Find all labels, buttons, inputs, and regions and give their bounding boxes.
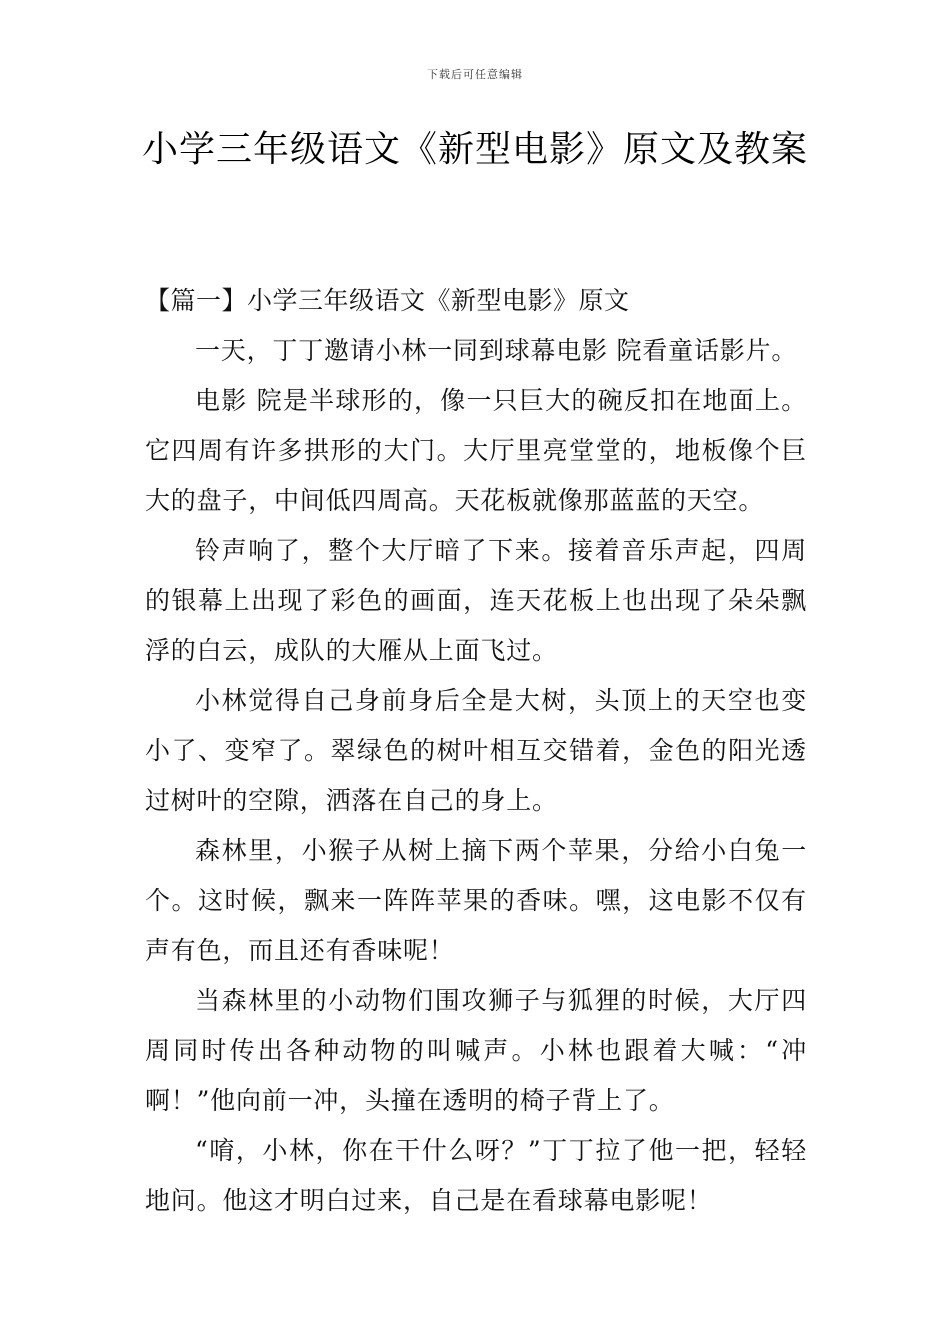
paragraph-7: “唷，小林，你在干什么呀？”丁丁拉了他一把，轻轻地问。他这才明白过来，自己是在看球幕电影呢！ (145, 1136, 807, 1215)
document-title: 小学三年级语文《新型电影》原文及教案 (141, 129, 808, 170)
paragraph-1: 一天，丁丁邀请小林一同到球幕电影 院看童话影片。 (195, 336, 798, 365)
paragraph-4: 小林觉得自己身前身后全是大树，头顶上的天空也变小了、变窄了。翠绿色的树叶相互交错着，金色的阳光透过树叶的空隙，洒落在自己的身上。 (145, 686, 807, 815)
document-body (145, 276, 807, 1226)
header-note: 下载后可任意编辑 (427, 68, 523, 81)
paragraph-3: 铃声响了，整个大厅暗了下来。接着音乐声起，四周的银幕上出现了彩色的画面，连天花板上也出现了朵朵飘浮的白云，成队的大雁从上面飞过。 (145, 536, 807, 665)
paragraph-5: 森林里，小猴子从树上摘下两个苹果，分给小白兔一个。这时候，飘来一阵阵苹果的香味。嘿，这电影不仅有声有色，而且还有香味呢！ (145, 836, 807, 965)
section-heading: 【篇一】小学三年级语文《新型电影》原文 (145, 286, 630, 315)
paragraph-6: 当森林里的小动物们围攻狮子与狐狸的时候，大厅四周同时传出各种动物的叫喊声。小林也跟着大喊：“冲啊！”他向前一冲，头撞在透明的椅子背上了。 (145, 986, 807, 1115)
paragraph-2: 电影 院是半球形的，像一只巨大的碗反扣在地面上。它四周有许多拱形的大门。大厅里亮堂堂的，地板像个巨大的盘子，中间低四周高。天花板就像那蓝蓝的天空。 (145, 386, 807, 515)
